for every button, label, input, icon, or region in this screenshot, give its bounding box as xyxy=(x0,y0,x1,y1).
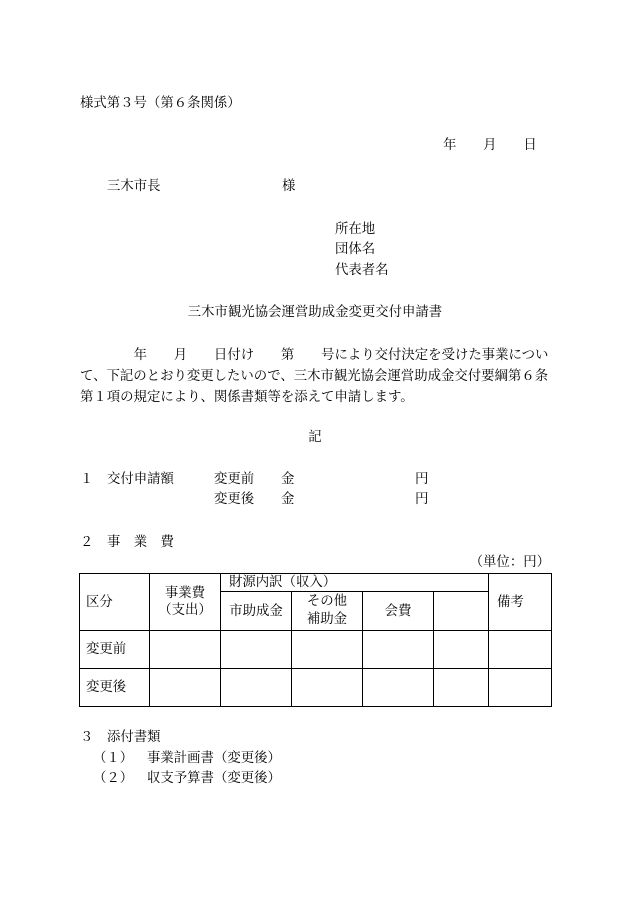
body-line: て、下記のとおり変更したいので、三木市観光協会運営助成金交付要綱第６条 xyxy=(80,369,549,384)
form-number: 様式第３号（第６条関係） xyxy=(80,96,241,111)
cell-membership-fee xyxy=(363,631,434,669)
addressee-name: 三木市長 xyxy=(107,179,161,194)
unit-note: （単位：円） xyxy=(469,555,550,570)
table-row xyxy=(80,669,552,707)
header-project-cost xyxy=(150,574,221,631)
section1-label: 交付申請額 xyxy=(107,472,174,487)
body-line: 年 月 日付け 第 号により交付決定を受けた事業につい xyxy=(133,348,549,363)
cell-project-cost xyxy=(150,669,221,707)
attachment-item-text: 収支予算書（変更後） xyxy=(147,771,281,786)
amount-after-prefix: 金 xyxy=(281,492,295,507)
attachment-item-number: （１） xyxy=(93,751,134,766)
applicant-address-label: 所在地 xyxy=(335,222,376,237)
attachment-item-number: （２） xyxy=(93,771,134,786)
document-title: 三木市観光協会運営助成金変更交付申請書 xyxy=(187,305,443,320)
header-funding-breakdown: 財源内訳（収入） xyxy=(221,574,489,592)
body-paragraph xyxy=(80,345,550,408)
table-row xyxy=(80,631,552,669)
row-category: 変更前 xyxy=(80,631,150,669)
applicant-organization-label: 団体名 xyxy=(335,242,376,257)
header-category: 区分 xyxy=(80,574,150,631)
amount-after-unit: 円 xyxy=(415,492,429,507)
cell-membership-fee xyxy=(363,669,434,707)
cell-city-subsidy xyxy=(221,669,292,707)
amount-before-unit: 円 xyxy=(415,472,429,487)
cell-city-subsidy xyxy=(221,631,292,669)
header-other-subsidy xyxy=(292,592,363,631)
amount-after-label: 変更後 xyxy=(214,492,255,507)
header-project-cost-line2: （支出） xyxy=(158,603,212,618)
addressee-honorific: 様 xyxy=(282,179,296,194)
header-project-cost-line1: 事業費 xyxy=(164,586,206,601)
cell-project-cost xyxy=(150,631,221,669)
section3-label: 添付書類 xyxy=(107,730,161,745)
attachment-item-text: 事業計画書（変更後） xyxy=(147,751,281,766)
section2-label: 事 業 費 xyxy=(107,535,174,550)
date-line: 年 月 日 xyxy=(443,138,537,153)
cell-blank xyxy=(434,631,489,669)
applicant-representative-label: 代表者名 xyxy=(335,263,389,278)
header-other-subsidy-line1: その他 xyxy=(306,594,348,609)
amount-before-prefix: 金 xyxy=(281,472,295,487)
header-membership-fee: 会費 xyxy=(363,592,434,631)
header-other-subsidy-line2: 補助金 xyxy=(306,612,348,627)
table-header-row xyxy=(80,574,552,592)
header-blank xyxy=(434,592,489,631)
cell-blank xyxy=(434,669,489,707)
row-category: 変更後 xyxy=(80,669,150,707)
header-city-subsidy: 市助成金 xyxy=(221,592,292,631)
cell-remarks xyxy=(489,669,552,707)
ki-heading: 記 xyxy=(308,430,322,445)
section3-number: ３ xyxy=(80,730,94,745)
header-remarks: 備考 xyxy=(489,574,552,631)
section2-number: ２ xyxy=(80,535,94,550)
project-cost-table xyxy=(79,573,552,707)
cell-other-subsidy xyxy=(292,631,363,669)
section1-number: １ xyxy=(80,472,94,487)
cell-remarks xyxy=(489,631,552,669)
amount-before-label: 変更前 xyxy=(214,472,255,487)
cell-other-subsidy xyxy=(292,669,363,707)
body-line: 第１項の規定により、関係書類等を添えて申請します。 xyxy=(80,390,414,405)
